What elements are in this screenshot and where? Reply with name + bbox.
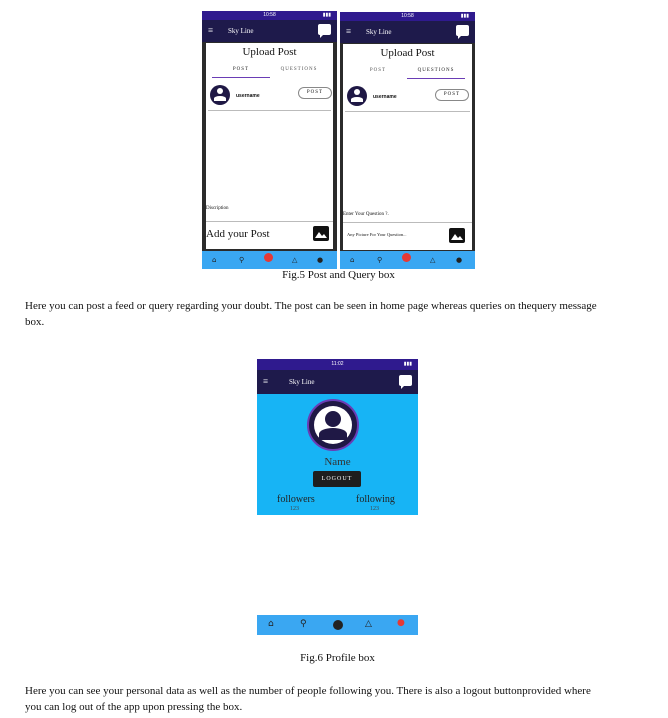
person-icon[interactable]: ● (456, 256, 463, 264)
hamburger-icon[interactable]: ≡ (346, 26, 352, 36)
paragraph-line: Here you can see your personal data as well as the number of people following you. There is also a logout buttonprovided where (25, 685, 591, 697)
app-bar (202, 20, 337, 42)
post-phone-screen (202, 11, 337, 269)
divider (206, 221, 333, 222)
followers-label: followers (277, 494, 315, 505)
card-title: Upload Post (242, 46, 297, 58)
following-count: 123 (370, 506, 379, 512)
person-icon[interactable]: ● (317, 256, 324, 264)
add-post-label: Add your Post (206, 228, 270, 240)
home-icon[interactable]: ⌂ (212, 256, 217, 264)
bell-icon[interactable]: △ (365, 619, 372, 629)
bottom-navigation (257, 615, 418, 635)
figure-caption: Fig.6 Profile box (300, 652, 375, 664)
divider (343, 222, 472, 223)
upload-card (206, 43, 333, 249)
divider (208, 110, 331, 111)
followers-count: 123 (290, 506, 299, 512)
username-label: username (373, 94, 397, 100)
app-bar (340, 21, 475, 43)
chat-icon[interactable] (456, 25, 469, 36)
tab-post[interactable]: POST (232, 67, 250, 72)
profile-phone-screen (257, 359, 418, 515)
profile-avatar (307, 399, 359, 451)
chat-icon[interactable] (318, 24, 331, 35)
profile-name: Name (324, 456, 351, 468)
hamburger-icon[interactable]: ≡ (208, 25, 214, 35)
bottom-navigation (202, 251, 337, 269)
question-field[interactable]: Enter Your Question ?. (343, 212, 389, 217)
battery-icon: ▮▮▮ (322, 12, 331, 18)
search-icon[interactable]: ⚲ (239, 256, 245, 264)
paragraph-line: you can log out of the app upon pressing the box. (25, 701, 243, 713)
tab-post[interactable]: POST (369, 68, 387, 73)
status-time: 10:58 (263, 12, 276, 18)
person-icon[interactable]: ● (397, 618, 405, 628)
divider (345, 111, 470, 112)
image-icon[interactable] (313, 226, 329, 241)
home-icon[interactable]: ⌂ (268, 619, 274, 629)
tab-questions[interactable]: QUESTIONS (417, 68, 455, 73)
bottom-navigation (340, 251, 475, 269)
app-title: Sky Line (289, 378, 315, 386)
status-bar (257, 359, 418, 370)
question-phone-screen (340, 12, 475, 269)
tab-indicator (407, 78, 465, 79)
home-icon[interactable]: ⌂ (350, 256, 355, 264)
picture-label: Any Picture For Your Question... (347, 232, 407, 237)
image-icon[interactable] (449, 228, 465, 243)
search-icon[interactable]: ⚲ (377, 256, 383, 264)
post-button[interactable]: POST (435, 89, 469, 101)
app-title: Sky Line (228, 27, 254, 35)
bell-icon[interactable]: △ (430, 256, 436, 264)
avatar (210, 85, 230, 105)
tab-indicator (212, 77, 270, 78)
app-title: Sky Line (366, 28, 392, 36)
app-bar (257, 370, 418, 394)
add-icon[interactable] (264, 253, 273, 262)
battery-icon: ▮▮▮ (460, 13, 469, 19)
add-icon[interactable] (402, 253, 411, 262)
username-label: username (236, 93, 260, 99)
description-field[interactable]: Discription (206, 206, 229, 211)
bell-icon[interactable]: △ (292, 256, 298, 264)
add-icon[interactable] (333, 620, 343, 630)
status-time: 11:02 (331, 361, 344, 367)
post-button[interactable]: POST (298, 87, 332, 99)
upload-card (343, 44, 472, 250)
tab-questions[interactable]: QUESTIONS (280, 67, 318, 72)
paragraph-line: box. (25, 316, 45, 328)
search-icon[interactable]: ⚲ (300, 619, 307, 629)
battery-icon: ▮▮▮ (403, 361, 412, 367)
status-bar (202, 11, 337, 20)
chat-icon[interactable] (399, 375, 412, 386)
status-time: 10:58 (401, 13, 414, 19)
paragraph-line: Here you can post a feed or query regarding your doubt. The post can be seen in home page whereas queries on thequery message (25, 300, 597, 312)
logout-button[interactable]: LOGOUT (313, 471, 361, 487)
card-title: Upload Post (380, 47, 435, 59)
hamburger-icon[interactable]: ≡ (263, 376, 269, 386)
following-label: following (356, 494, 395, 505)
figure-caption: Fig.5 Post and Query box (282, 269, 395, 281)
status-bar (340, 12, 475, 21)
avatar (347, 86, 367, 106)
